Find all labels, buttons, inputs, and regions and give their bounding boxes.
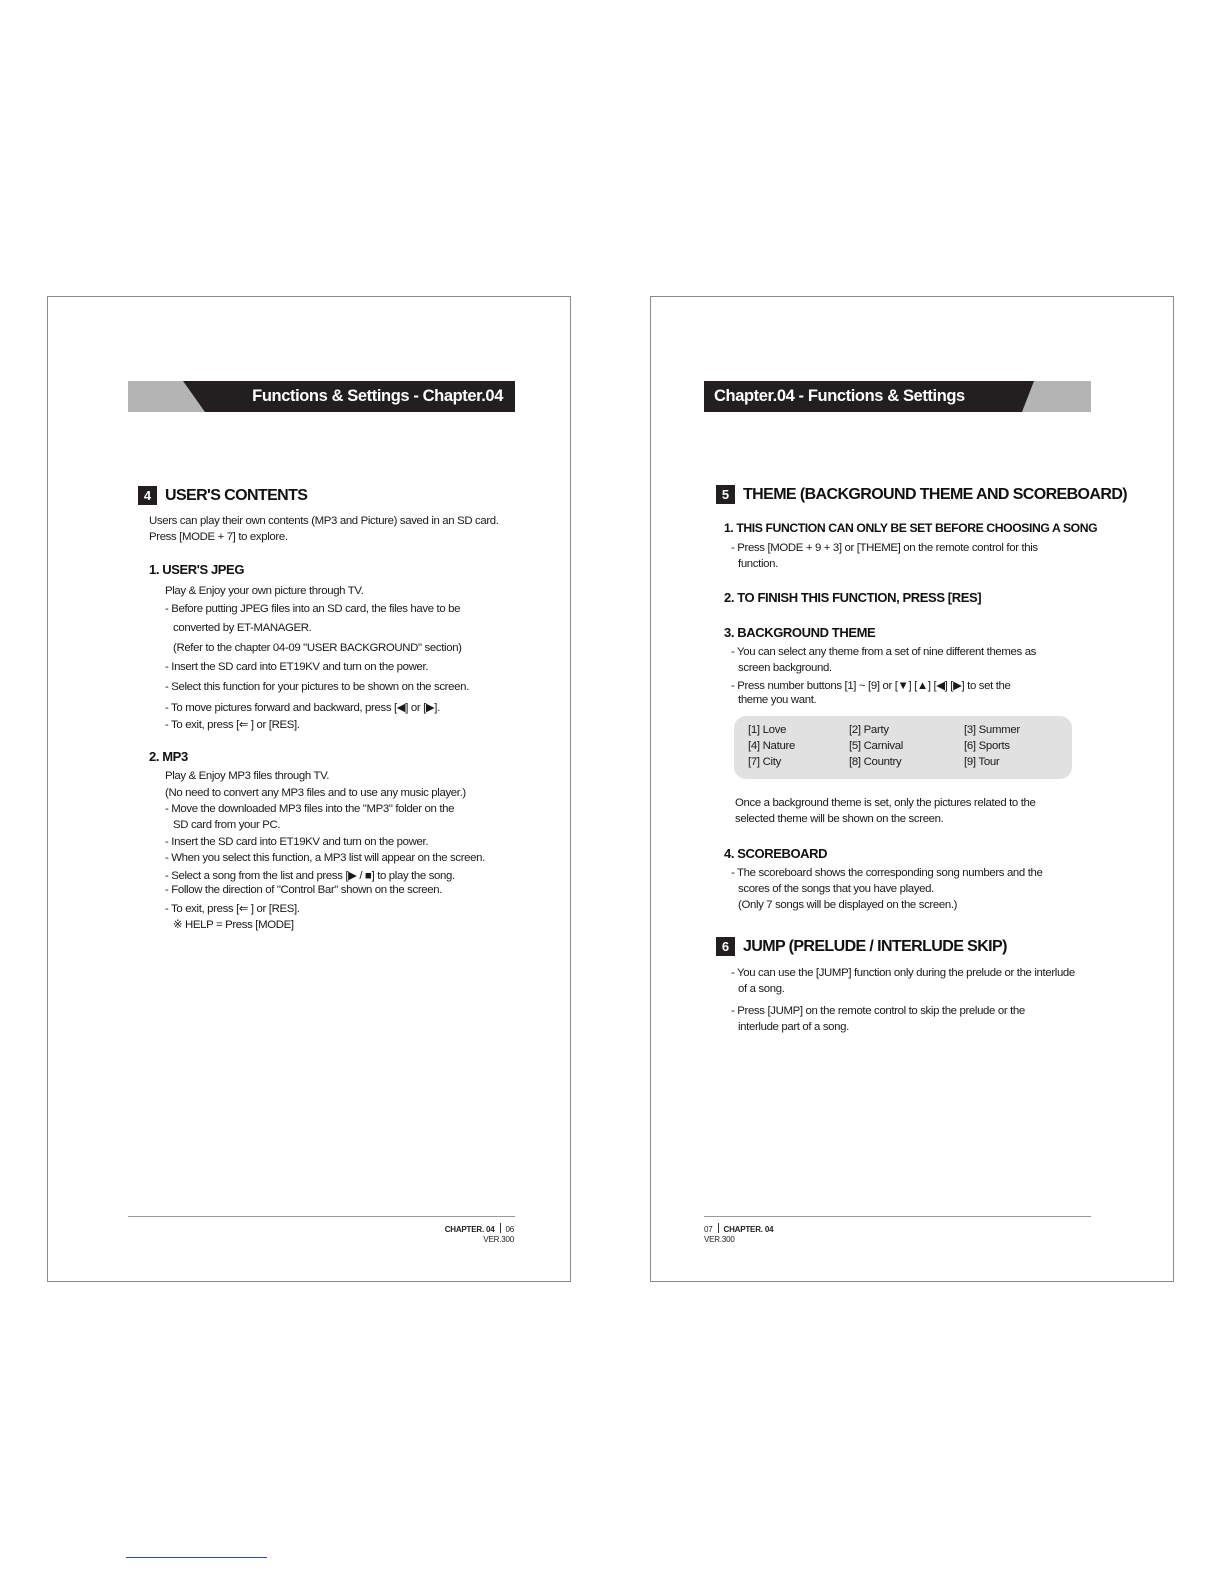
right-page (650, 296, 1174, 1282)
subsection-heading: 4. SCOREBOARD (724, 846, 828, 861)
theme-list-box (734, 716, 1072, 779)
body-line: - You can use the [JUMP] function only during the prelude or the interlude (731, 967, 1075, 979)
footer-chapter: CHAPTER. 04 (444, 1225, 495, 1234)
body-line: - The scoreboard shows the corresponding song numbers and the (731, 867, 1043, 879)
section-title: USER'S CONTENTS (165, 486, 308, 504)
page-footer (445, 1223, 514, 1234)
body-line: - Insert the SD card into ET19KV and turn on the power. (165, 661, 429, 673)
theme-item: [2] Party (849, 724, 889, 736)
body-line: - Select a song from the list and press [▶ / ■] to play the song. (165, 870, 455, 882)
banner-title: Functions & Settings - Chapter.04 (252, 387, 503, 405)
footer-chapter: CHAPTER. 04 (723, 1225, 774, 1234)
intro-line: Press [MODE + 7] to explore. (149, 531, 288, 543)
chapter-banner (704, 381, 1091, 412)
page-number: 07 (704, 1225, 713, 1234)
banner-title: Chapter.04 - Functions & Settings (714, 387, 965, 405)
footer-version: VER.300 (483, 1235, 514, 1244)
body-line: - To move pictures forward and backward, press [◀] or [▶]. (165, 702, 440, 714)
left-page (47, 296, 571, 1282)
body-line: - Move the downloaded MP3 files into the "MP3" folder on the (165, 803, 455, 815)
footer-rule (128, 1216, 515, 1217)
body-line: - Press number buttons [1] ~ [9] or [▼] [▲] [◀] [▶] to set the (731, 680, 1011, 692)
body-line: scores of the songs that you have played. (738, 883, 934, 895)
body-line: - Follow the direction of "Control Bar" shown on the screen. (165, 884, 443, 896)
body-line: - You can select any theme from a set of nine different themes as (731, 646, 1037, 658)
footer-version: VER.300 (704, 1235, 735, 1244)
theme-item: [4] Nature (748, 740, 796, 752)
theme-item: [7] City (748, 756, 782, 768)
subsection-heading: 1. USER'S JPEG (149, 562, 245, 577)
body-line: converted by ET-MANAGER. (173, 622, 312, 634)
theme-item: [5] Carnival (849, 740, 904, 752)
theme-item: [1] Love (748, 724, 787, 736)
body-line: - When you select this function, a MP3 list will appear on the screen. (165, 852, 485, 864)
body-line: (No need to convert any MP3 files and to use any music player.) (165, 787, 466, 799)
intro-line: Users can play their own contents (MP3 and Picture) saved in an SD card. (149, 515, 499, 527)
theme-item: [9] Tour (964, 756, 1000, 768)
section-number: 6 (716, 937, 735, 956)
section-title: THEME (BACKGROUND THEME AND SCOREBOARD) (743, 485, 1127, 503)
body-line: - Press [JUMP] on the remote control to skip the prelude or the (731, 1005, 1025, 1017)
page-footer (704, 1223, 773, 1234)
body-line: - Press [MODE + 9 + 3] or [THEME] on the remote control for this (731, 542, 1038, 554)
body-line: - Select this function for your pictures to be shown on the screen. (165, 681, 469, 693)
theme-item: [3] Summer (964, 724, 1020, 736)
body-line: selected theme will be shown on the screen. (735, 813, 944, 825)
help-note: ※ HELP = Press [MODE] (173, 919, 294, 931)
subsection-heading: 2. TO FINISH THIS FUNCTION, PRESS [RES] (724, 590, 982, 605)
body-line: - Insert the SD card into ET19KV and turn on the power. (165, 836, 429, 848)
section-number: 4 (138, 486, 157, 505)
link-underline[interactable] (126, 1557, 267, 1558)
page-number: 06 (505, 1225, 514, 1234)
body-line: Play & Enjoy MP3 files through TV. (165, 770, 330, 782)
section-heading (716, 937, 1007, 956)
body-line: - To exit, press [⇐ ] or [RES]. (165, 903, 300, 915)
body-line: theme you want. (738, 694, 817, 706)
section-number: 5 (716, 485, 735, 504)
body-line: SD card from your PC. (173, 819, 281, 831)
section-heading (716, 485, 1127, 504)
body-line: Once a background theme is set, only the pictures related to the (735, 797, 1036, 809)
body-line: screen background. (738, 662, 832, 674)
body-line: - Before putting JPEG files into an SD card, the files have to be (165, 603, 461, 615)
body-line: of a song. (738, 983, 785, 995)
body-line: Play & Enjoy your own picture through TV. (165, 585, 364, 597)
body-line: interlude part of a song. (738, 1021, 849, 1033)
subsection-heading: 2. MP3 (149, 749, 188, 764)
body-line: (Refer to the chapter 04-09 "USER BACKGROUND" section) (173, 642, 462, 654)
section-title: JUMP (PRELUDE / INTERLUDE SKIP) (743, 937, 1007, 955)
body-line: (Only 7 songs will be displayed on the screen.) (738, 899, 958, 911)
footer-rule (704, 1216, 1091, 1217)
subsection-heading: 3. BACKGROUND THEME (724, 625, 876, 640)
section-heading (138, 486, 307, 505)
chapter-banner (128, 381, 515, 412)
theme-item: [6] Sports (964, 740, 1010, 752)
body-line: function. (738, 558, 778, 570)
body-line: - To exit, press [⇐ ] or [RES]. (165, 719, 300, 731)
subsection-heading: 1. THIS FUNCTION CAN ONLY BE SET BEFORE CHOOSING A SONG (724, 521, 1098, 535)
theme-item: [8] Country (849, 756, 902, 768)
